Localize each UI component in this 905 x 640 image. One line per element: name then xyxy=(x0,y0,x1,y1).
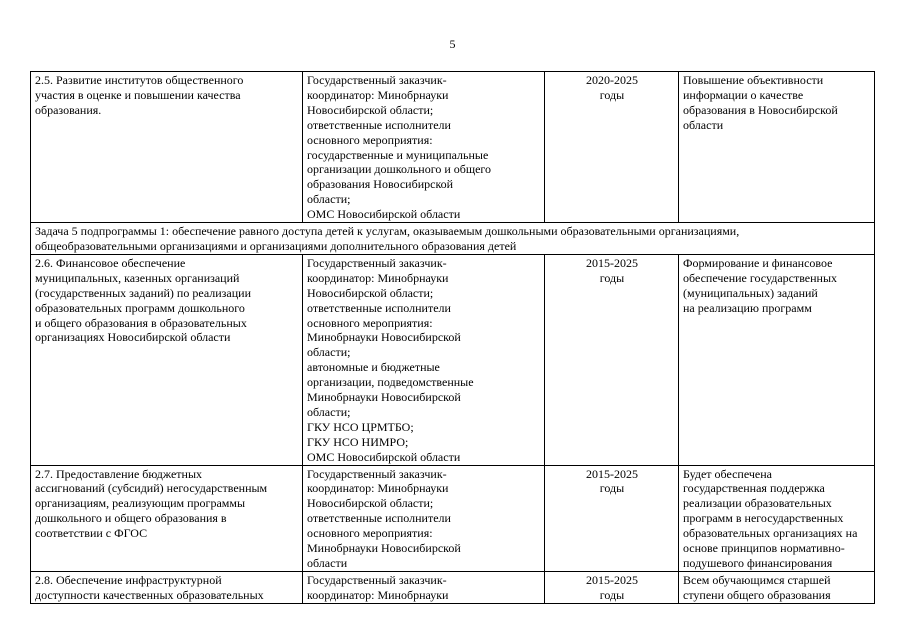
executor-line: Минобрнауки Новосибирской xyxy=(307,330,461,345)
result-line: ступени общего образования xyxy=(683,587,831,602)
result-line: программ в негосударственных xyxy=(683,511,844,526)
executor-line: организации дошкольного и общего xyxy=(307,162,492,177)
executor-line: ГКУ НСО ЦРМТБО; xyxy=(307,419,414,434)
executor-line: координатор: Минобрнауки xyxy=(307,587,449,602)
result-line: Всем обучающимся старшей xyxy=(683,572,831,587)
executor-line: Государственный заказчик- xyxy=(307,466,447,481)
result-line: информации о качестве xyxy=(683,87,804,102)
executor-line: области xyxy=(307,556,348,570)
term-cell xyxy=(545,254,679,465)
term-cell xyxy=(545,571,679,603)
executor-line: области; xyxy=(307,345,351,360)
result-line: области xyxy=(683,117,724,132)
term-line: 2015-2025 xyxy=(586,466,638,481)
executor-line: Новосибирской области; xyxy=(307,285,434,300)
executors-cell xyxy=(303,254,545,465)
measure-name-line: 2.6. Финансовое обеспечение xyxy=(35,255,186,270)
result-line: основе принципов нормативно- xyxy=(683,541,845,556)
page-number: 5 xyxy=(449,37,456,51)
result-line: обеспечение государственных xyxy=(683,270,838,285)
measure-name-cell xyxy=(31,571,303,603)
result-line: Будет обеспечена xyxy=(683,466,772,481)
term-line: годы xyxy=(599,270,625,285)
measure-name-cell xyxy=(31,465,303,571)
measure-name-line: дошкольного и общего образования в xyxy=(35,511,227,526)
term-line: 2015-2025 xyxy=(586,255,638,270)
measure-name-line: образования. xyxy=(35,102,102,117)
executor-line: ОМС Новосибирской области xyxy=(307,449,461,464)
task-row xyxy=(31,223,875,255)
measure-name-line: 2.7. Предоставление бюджетных xyxy=(35,466,203,481)
table-row xyxy=(31,72,875,223)
task-cell xyxy=(31,223,875,255)
measure-name-line: (государственных заданий) по реализации xyxy=(35,285,251,300)
measure-name-line: муниципальных, казенных организаций xyxy=(35,270,240,285)
result-line: подушевого финансирования xyxy=(683,556,833,570)
executor-line: координатор: Минобрнауки xyxy=(307,481,449,496)
measure-name-line: доступности качественных образовательных xyxy=(35,587,264,602)
executor-line: ГКУ НСО НИМРО; xyxy=(307,434,409,449)
measures-table-body xyxy=(31,72,875,604)
measure-name-line: организациях Новосибирской области xyxy=(35,330,231,345)
executor-line: ОМС Новосибирской области xyxy=(307,207,461,222)
executor-line: Государственный заказчик- xyxy=(307,572,447,587)
executor-line: основного мероприятия: xyxy=(307,132,433,147)
term-cell xyxy=(545,72,679,223)
executor-line: координатор: Минобрнауки xyxy=(307,270,449,285)
executor-line: Новосибирской области; xyxy=(307,102,434,117)
task-text-line: Задача 5 подпрограммы 1: обеспечение равного доступа детей к услугам, оказываемым дошкольными образовательными организациями, xyxy=(35,224,740,239)
result-line: Формирование и финансовое xyxy=(683,255,833,270)
executor-line: области; xyxy=(307,404,351,419)
executors-cell xyxy=(303,571,545,603)
executor-line: основного мероприятия: xyxy=(307,315,433,330)
executor-line: образования Новосибирской xyxy=(307,177,454,192)
term-line: годы xyxy=(599,587,625,602)
result-line: государственная поддержка xyxy=(683,481,825,496)
measure-name-line: организациям, реализующим программы xyxy=(35,496,246,511)
executor-line: области; xyxy=(307,192,351,207)
term-cell xyxy=(545,465,679,571)
executor-line: организации, подведомственные xyxy=(307,375,474,390)
result-line: образовательных организациях на xyxy=(683,526,858,541)
measure-name-line: и общего образования в образовательных xyxy=(35,315,247,330)
measure-name-line: 2.5. Развитие институтов общественного xyxy=(35,73,244,87)
executor-line: Новосибирской области; xyxy=(307,496,434,511)
measure-name-line: образовательных программ дошкольного xyxy=(35,300,245,315)
table-row xyxy=(31,465,875,571)
measure-name-line: соответствии с ФГОС xyxy=(35,526,148,541)
result-line: образования в Новосибирской xyxy=(683,102,838,117)
result-cell xyxy=(679,465,875,571)
term-line: 2015-2025 xyxy=(586,572,638,587)
executor-line: ответственные исполнители xyxy=(307,511,451,526)
executor-line: автономные и бюджетные xyxy=(307,360,440,375)
result-cell xyxy=(679,254,875,465)
executor-line: Минобрнауки Новосибирской xyxy=(307,541,461,556)
result-line: (муниципальных) заданий xyxy=(683,285,818,300)
result-cell xyxy=(679,72,875,223)
term-line: 2020-2025 xyxy=(586,73,638,87)
executor-line: координатор: Минобрнауки xyxy=(307,87,449,102)
executors-cell xyxy=(303,72,545,223)
task-text-line: общеобразовательными организациями и организациями дополнительного образования детей xyxy=(35,238,517,253)
measure-name-line: участия в оценке и повышении качества xyxy=(35,87,241,102)
executor-line: основного мероприятия: xyxy=(307,526,433,541)
measure-name-line: ассигнований (субсидий) негосударственным xyxy=(35,481,268,496)
measure-name-cell xyxy=(31,254,303,465)
executor-line: государственные и муниципальные xyxy=(307,147,489,162)
term-line: годы xyxy=(599,481,625,496)
table-row xyxy=(31,571,875,603)
executor-line: ответственные исполнители xyxy=(307,300,451,315)
executor-line: Минобрнауки Новосибирской xyxy=(307,390,461,405)
measures-table xyxy=(30,71,875,604)
executor-line: Государственный заказчик- xyxy=(307,73,447,87)
table-row xyxy=(31,254,875,465)
executor-line: Государственный заказчик- xyxy=(307,255,447,270)
executors-cell xyxy=(303,465,545,571)
result-cell xyxy=(679,571,875,603)
result-line: реализации образовательных xyxy=(683,496,832,511)
measure-name-line: 2.8. Обеспечение инфраструктурной xyxy=(35,572,222,587)
term-line: годы xyxy=(599,87,625,102)
measure-name-cell xyxy=(31,72,303,223)
result-line: на реализацию программ xyxy=(683,300,812,315)
executor-line: ответственные исполнители xyxy=(307,117,451,132)
result-line: Повышение объективности xyxy=(683,73,824,87)
